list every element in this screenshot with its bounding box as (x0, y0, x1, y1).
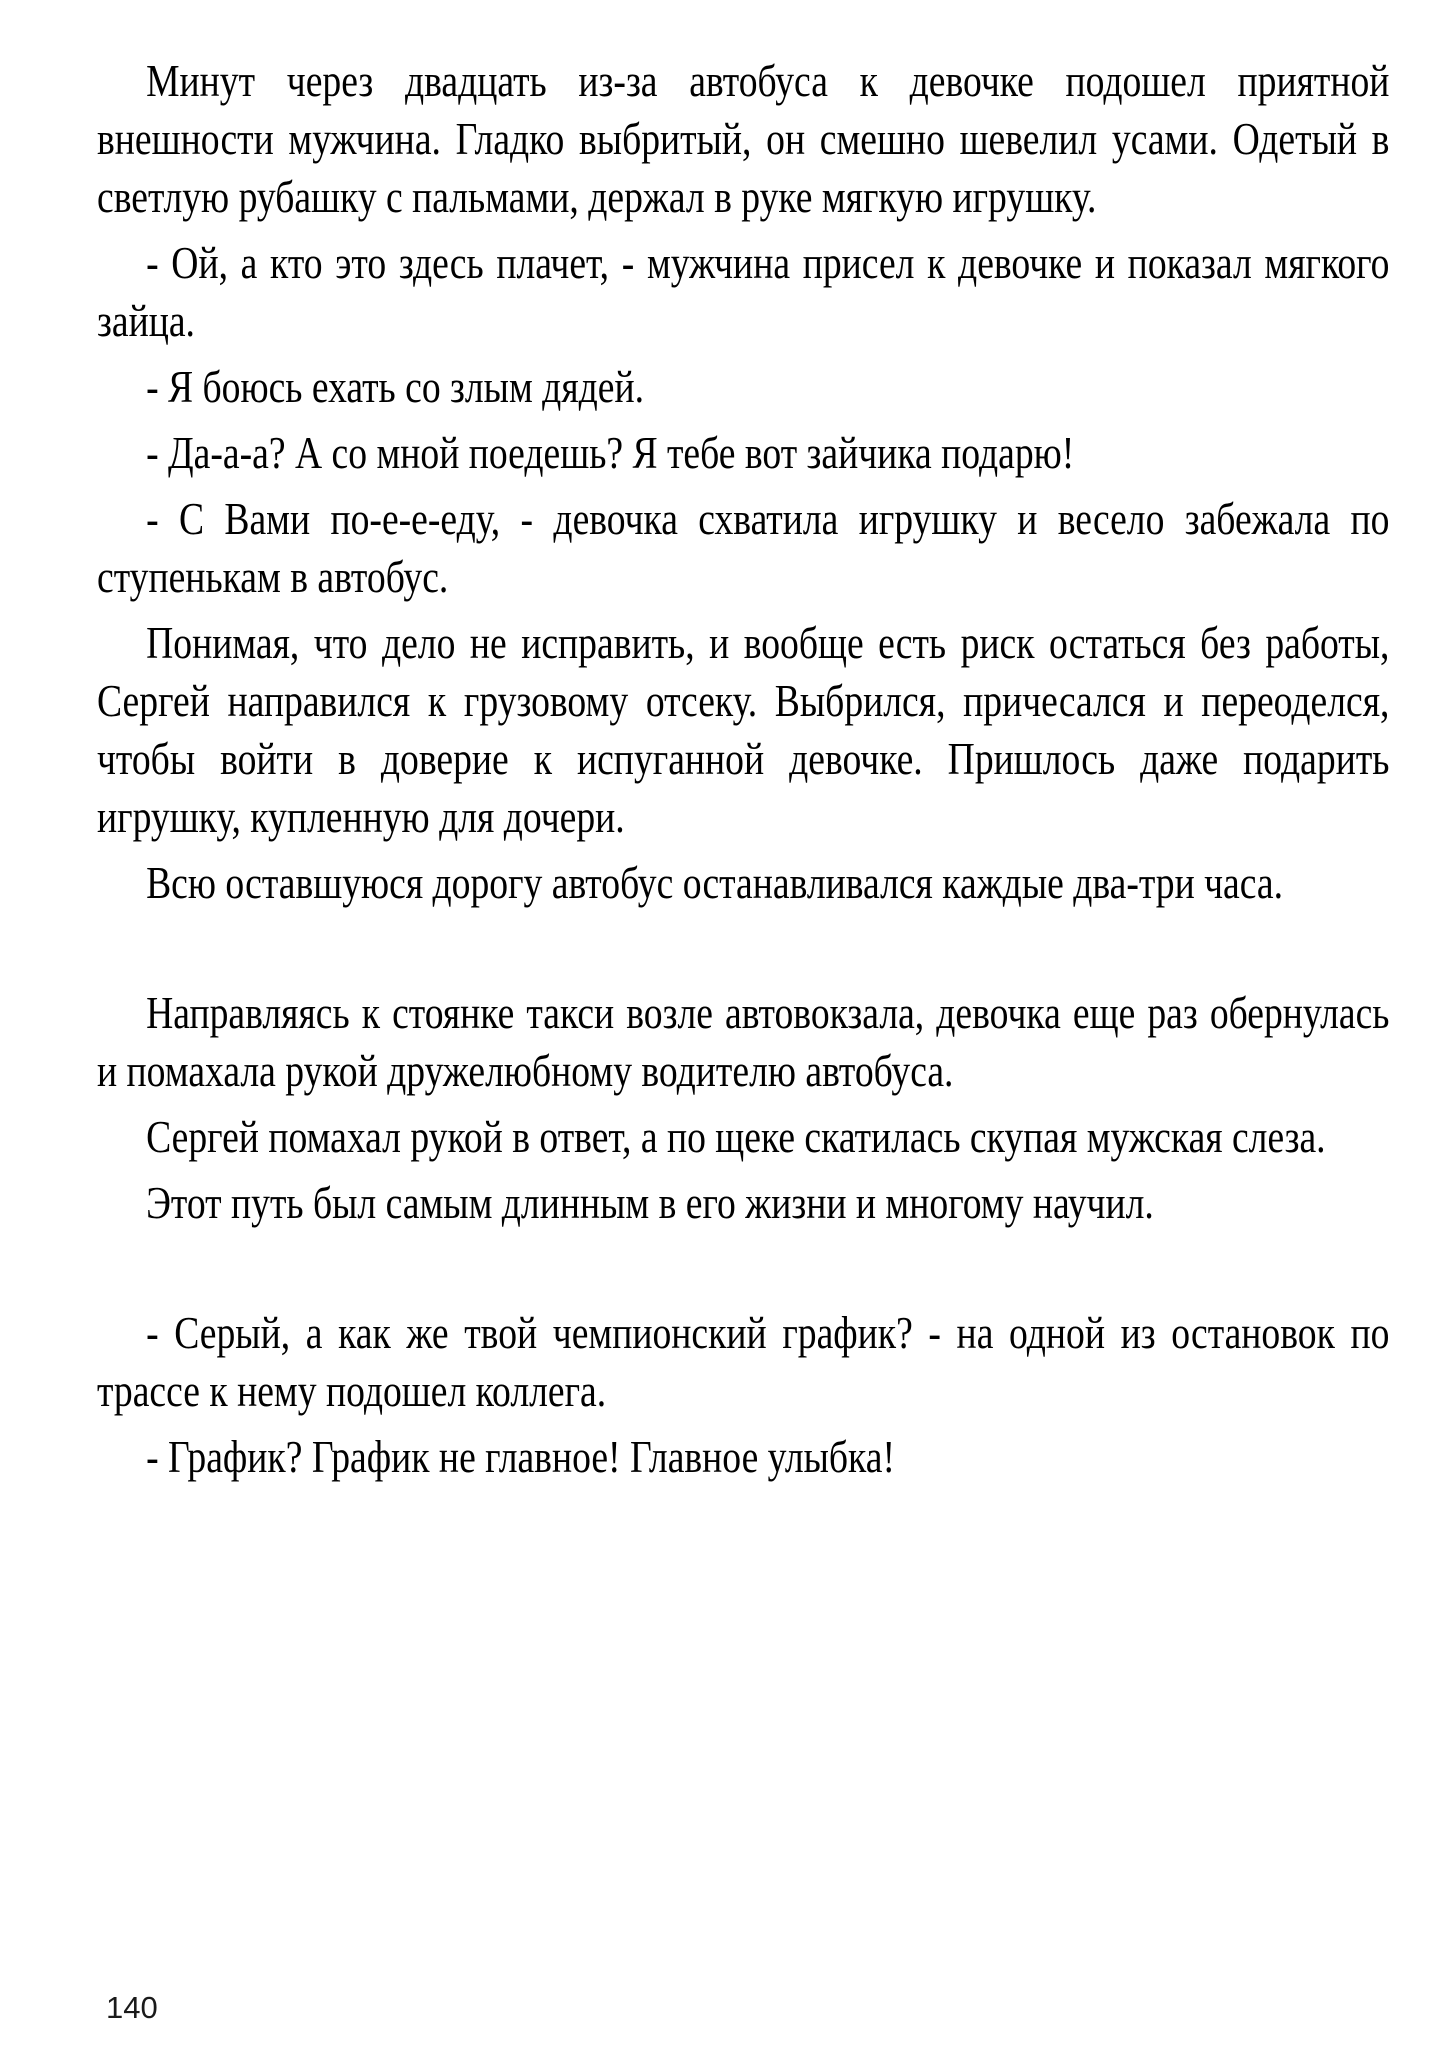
paragraph: - Я боюсь ехать со злым дядей. (146, 361, 645, 412)
paragraph: Направляясь к стоянке такси возле автовокзала, девочка еще раз обернулась и помахала рукой дружелюбному водителю автобуса. (97, 987, 1390, 1096)
text-block (97, 44, 1389, 1486)
paragraph: Всю оставшуюся дорогу автобус останавливался каждые два-три часа. (146, 857, 1284, 908)
paragraph: Минут через двадцать из-за автобуса к девочке подошел приятной внешности мужчина. Гладко выбритый, он смешно шевелил усами. Одетый в светлую рубашку с пальмами, держал в руке мягкую игрушку. (97, 55, 1390, 222)
paragraph: Этот путь был самым длинным в его жизни и многому научил. (146, 1177, 1154, 1228)
paragraph: - Да-а-а? А со мной поедешь? Я тебе вот зайчика подарю! (146, 427, 1075, 478)
paragraph: - Серый, а как же твой чемпионский график? - на одной из остановок по трассе к нему подошел коллега. (97, 1307, 1390, 1416)
paragraph: - С Вами по-е-е-еду, - девочка схватила игрушку и весело забежала по ступенькам в автобус. (97, 493, 1390, 602)
paragraph: Понимая, что дело не исправить, и вообще есть риск остаться без работы, Сергей направился к грузовому отсеку. Выбрился, причесался и переоделся, чтобы войти в доверие к испуганной девочке. Пришлось даже подарить игрушку, купленную для дочери. (97, 617, 1390, 842)
paragraph: - Ой, а кто это здесь плачет, - мужчина присел к девочке и показал мягкого зайца. (97, 237, 1390, 346)
paragraph: - График? График не главное! Главное улыбка! (146, 1431, 895, 1482)
page-number: 140 (106, 1990, 158, 2025)
paragraph: Сергей помахал рукой в ответ, а по щеке скатилась скупая мужская слеза. (146, 1111, 1326, 1162)
